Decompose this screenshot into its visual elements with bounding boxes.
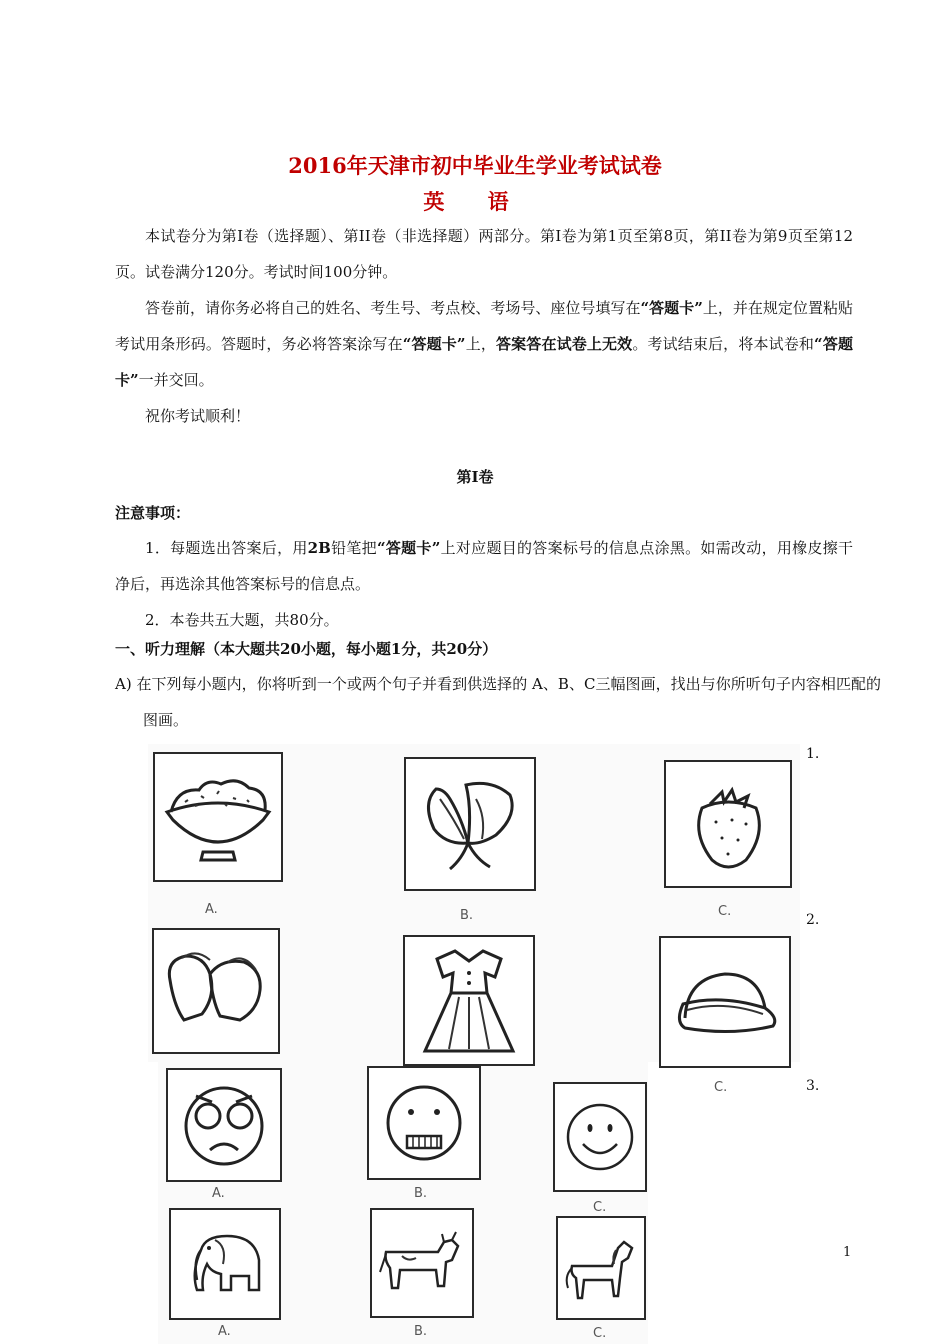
option-frame-q1-a — [153, 752, 283, 882]
option-label-q4-c: C. — [593, 1326, 607, 1341]
option-frame-q3-a — [166, 1068, 282, 1182]
mittens-icon — [154, 930, 278, 1052]
section-title: 第Ⅰ卷 — [456, 468, 494, 486]
dress-icon — [405, 937, 533, 1064]
intro-wish: 祝你考试顺利！ — [145, 407, 251, 425]
notes-heading: 注意事项： — [115, 504, 191, 522]
worried-face-icon — [168, 1070, 280, 1180]
option-frame-q3-c — [553, 1082, 647, 1192]
option-frame-q2-c — [659, 936, 791, 1068]
option-frame-q2-a — [152, 928, 280, 1054]
exam-title: 2016年天津市初中毕业生学业考试试卷 — [288, 153, 662, 178]
part-1-heading: 一、听力理解（本大题共20小题，每小题1分，共20分） — [115, 640, 498, 658]
question-number-1: 1. — [806, 746, 820, 762]
option-frame-q3-b — [367, 1066, 481, 1180]
exam-subject: 英 语 — [423, 189, 527, 214]
part-a-instruction: A) 在下列每小题内，你将听到一个或两个句子并看到供选择的 A、B、C三幅图画，找出与你所听句子内容相匹配的图画。 — [115, 675, 881, 729]
option-label-q4-a: A. — [218, 1324, 231, 1339]
option-label-q3-c: C. — [593, 1200, 607, 1215]
smiley-face-icon — [555, 1084, 645, 1190]
option-frame-q4-b — [370, 1208, 474, 1318]
question-number-2: 2. — [806, 912, 820, 928]
option-label-q1-a: A. — [205, 902, 218, 917]
intro-paragraph-2: 答卷前，请你务必将自己的姓名、考生号、考点校、考场号、座位号填写在“答题卡”上，并在规定位置粘贴考试用条形码。答题时，务必将答案涂写在“答题卡”上，答案答在试卷上无效。考试结束后，将本试卷和“答题卡”一并交回。 — [115, 299, 853, 389]
question-number-3: 3. — [806, 1078, 820, 1094]
option-label-q1-b: B. — [460, 908, 474, 923]
cow-icon — [372, 1210, 472, 1316]
option-label-q4-b: B. — [414, 1324, 428, 1339]
option-frame-q2-b — [403, 935, 535, 1066]
option-label-q3-b: B. — [414, 1186, 428, 1201]
horse-icon — [558, 1218, 644, 1318]
option-frame-q4-c — [556, 1216, 646, 1320]
intro-paragraph-1: 本试卷分为第Ⅰ卷（选择题）、第II卷（非选择题）两部分。第Ⅰ卷为第1页至第8页，第II卷为第9页至第12页。试卷满分120分。考试时间100分钟。 — [115, 227, 853, 281]
hat-icon — [661, 938, 789, 1066]
option-label-q3-a: A. — [212, 1186, 225, 1201]
rice-bowl-icon — [155, 754, 281, 880]
option-frame-q4-a — [169, 1208, 281, 1320]
scared-face-icon — [369, 1068, 479, 1178]
elephant-icon — [171, 1210, 279, 1318]
option-label-q2-c: C. — [714, 1080, 728, 1095]
note-2: 2．本卷共五大题，共80分。 — [145, 611, 339, 629]
option-label-q1-c: C. — [718, 904, 732, 919]
cabbage-icon — [406, 759, 534, 889]
page-number: 1 — [843, 1245, 852, 1260]
option-frame-q1-b — [404, 757, 536, 891]
note-1: 1．每题选出答案后，用2B铅笔把“答题卡”上对应题目的答案标号的信息点涂黑。如需改动，用橡皮擦干净后，再选涂其他答案标号的信息点。 — [115, 539, 853, 593]
option-frame-q1-c — [664, 760, 792, 888]
strawberry-icon — [666, 762, 790, 886]
